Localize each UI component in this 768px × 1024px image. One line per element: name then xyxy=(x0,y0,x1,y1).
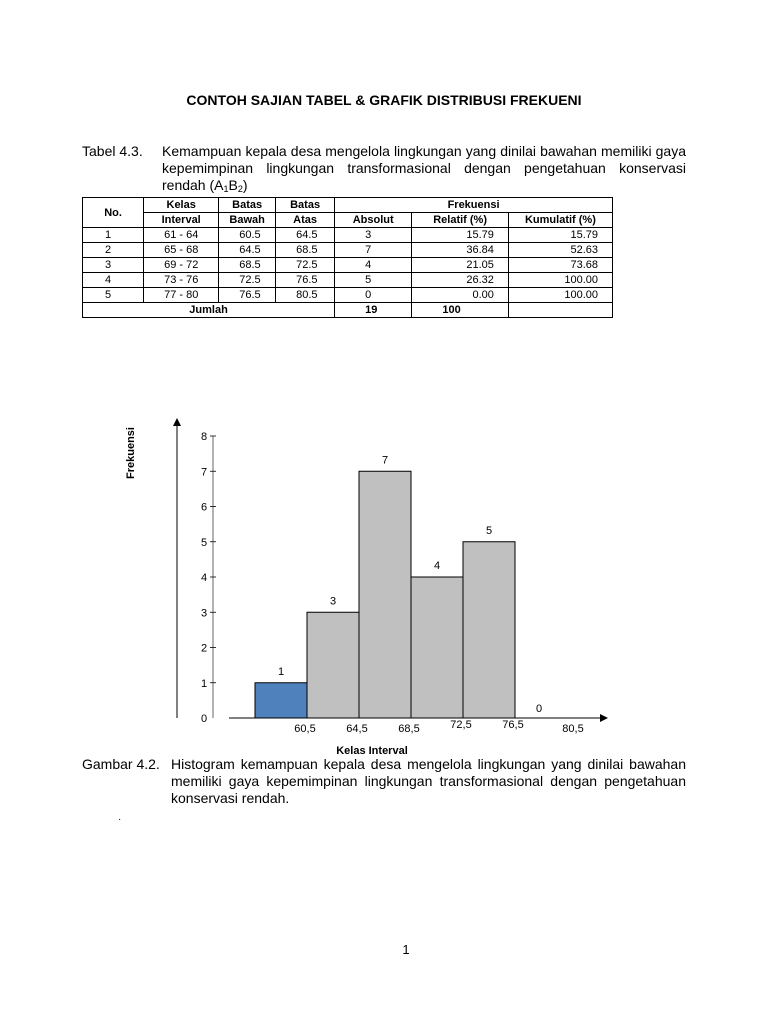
y-tick-label: 7 xyxy=(200,466,208,479)
cell-kelas: 77 - 80 xyxy=(144,288,219,303)
histogram-bar xyxy=(307,612,359,718)
y-tick-label: 5 xyxy=(200,536,208,549)
cell-no: 1 xyxy=(83,228,144,243)
header-atas: Batas xyxy=(276,198,335,213)
figure-caption xyxy=(82,756,686,810)
table-row xyxy=(83,258,613,273)
x-axis xyxy=(229,718,607,735)
figure-caption-text: Histogram kemampuan kepala desa mengelola lingkungan yang dinilai bawahan memiliki gaya kepemimpinan lingkungan transformasional dengan pengetahuan konservasi rendah. xyxy=(171,756,686,806)
cell-absolut: 4 xyxy=(335,258,412,273)
cell-relatif: 15.79 xyxy=(412,228,509,243)
y-tick-label: 1 xyxy=(200,677,208,690)
x-tick-label: 60,5 xyxy=(294,723,316,735)
header-kumulatif: Kumulatif (%) xyxy=(508,213,612,228)
cell-bawah: 64.5 xyxy=(219,243,276,258)
bar-value-label: 3 xyxy=(329,595,337,608)
header-absolut: Absolut xyxy=(335,213,412,228)
cell-jumlah-kumulatif xyxy=(508,303,612,318)
cell-no: 4 xyxy=(83,273,144,288)
y-tick-label: 6 xyxy=(200,501,208,514)
header-bawah-2: Bawah xyxy=(219,213,276,228)
header-interval: Interval xyxy=(144,213,219,228)
cell-absolut: 5 xyxy=(335,273,412,288)
cell-absolut: 3 xyxy=(335,228,412,243)
cell-relatif: 36.84 xyxy=(412,243,509,258)
frequency-table xyxy=(82,197,613,318)
cell-atas: 80.5 xyxy=(276,288,335,303)
cell-kumulatif: 100.00 xyxy=(508,273,612,288)
table-caption-text: Kemampuan kepala desa mengelola lingkungan yang dinilai bawahan memiliki gaya kepemimpinan lingkungan transformasional dengan pengetahuan konservasi rendah $(A_1B_2)$ xyxy=(162,143,686,194)
cell-absolut: 7 xyxy=(335,243,412,258)
y-tick-label: 2 xyxy=(200,642,208,655)
bars xyxy=(255,471,515,718)
table-caption-label: Tabel 4.3. xyxy=(82,143,143,159)
cell-atas: 72.5 xyxy=(276,258,335,273)
x-tick-label: 76,5 xyxy=(502,719,524,731)
cell-no: 3 xyxy=(83,258,144,273)
histogram-bar xyxy=(463,542,515,718)
y-axis-label: Frekuensi xyxy=(125,427,137,479)
y-axis xyxy=(177,419,216,725)
cell-relatif: 26.32 xyxy=(412,273,509,288)
table-total-row xyxy=(83,303,613,318)
y-tick-label: 4 xyxy=(200,572,208,584)
histogram-bar xyxy=(359,471,411,718)
figure-caption-label: Gambar 4.2. xyxy=(82,756,160,772)
cell-jumlah-label: Jumlah xyxy=(83,303,335,318)
histogram-chart xyxy=(0,400,768,760)
cell-kumulatif: 73.68 xyxy=(508,258,612,273)
cell-kumulatif: 52.63 xyxy=(508,243,612,258)
cell-kelas: 69 - 72 xyxy=(144,258,219,273)
bar-value-label: 4 xyxy=(433,560,441,572)
header-atas-2: Atas xyxy=(276,213,335,228)
table-row xyxy=(83,243,613,258)
histogram-bar xyxy=(255,683,307,718)
cell-atas: 64.5 xyxy=(276,228,335,243)
table-row xyxy=(83,288,613,303)
cell-absolut: 0 xyxy=(335,288,412,303)
cell-no: 2 xyxy=(83,243,144,258)
page-title: CONTOH SAJIAN TABEL & GRAFIK DISTRIBUSI FREKUENI xyxy=(186,92,582,108)
table-row xyxy=(83,228,613,243)
cell-jumlah-relatif: 100 xyxy=(412,303,509,318)
cell-relatif: 0.00 xyxy=(412,288,509,303)
page-number: 1 xyxy=(402,942,410,957)
table-row xyxy=(83,273,613,288)
cell-kelas: 65 - 68 xyxy=(144,243,219,258)
y-tick-label: 8 xyxy=(200,431,208,443)
x-tick-label: 64,5 xyxy=(346,723,368,735)
cell-atas: 68.5 xyxy=(276,243,335,258)
histogram-bar xyxy=(411,577,463,718)
cell-kelas: 61 - 64 xyxy=(144,228,219,243)
x-tick-label: 72,5 xyxy=(450,719,472,731)
header-frekuensi: Frekuensi xyxy=(335,198,613,213)
cell-kumulatif: 100.00 xyxy=(508,288,612,303)
cell-relatif: 21.05 xyxy=(412,258,509,273)
header-kelas: Kelas xyxy=(144,198,219,213)
cell-bawah: 60.5 xyxy=(219,228,276,243)
y-tick-label: 0 xyxy=(200,713,208,725)
header-bawah: Batas xyxy=(219,198,276,213)
x-axis-label: Kelas Interval xyxy=(336,745,408,757)
y-tick-label: 3 xyxy=(200,607,208,620)
header-no: No. xyxy=(83,198,144,228)
cell-bawah: 68.5 xyxy=(219,258,276,273)
cell-jumlah-absolut: 19 xyxy=(335,303,412,318)
bar-value-label: 7 xyxy=(381,454,389,467)
bar-value-label: 0 xyxy=(535,703,543,715)
x-tick-label: 80,5 xyxy=(562,723,584,735)
table-caption xyxy=(82,143,686,197)
x-tick-label: 68,5 xyxy=(398,723,420,735)
cell-kelas: 73 - 76 xyxy=(144,273,219,288)
bar-value-label: 1 xyxy=(277,665,285,678)
cell-bawah: 76.5 xyxy=(219,288,276,303)
cell-bawah: 72.5 xyxy=(219,273,276,288)
stray-dot: · xyxy=(118,814,122,825)
bar-value-label: 5 xyxy=(485,524,493,537)
cell-kumulatif: 15.79 xyxy=(508,228,612,243)
header-relatif: Relatif (%) xyxy=(412,213,509,228)
cell-atas: 76.5 xyxy=(276,273,335,288)
cell-no: 5 xyxy=(83,288,144,303)
